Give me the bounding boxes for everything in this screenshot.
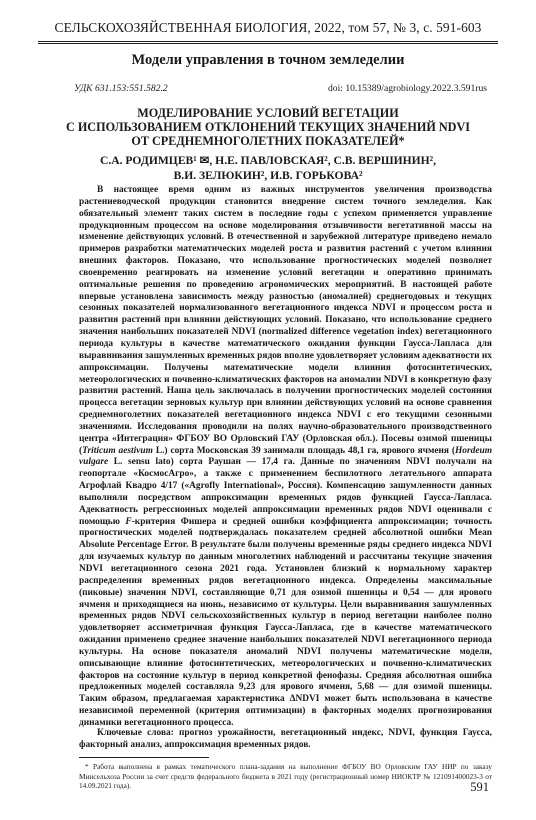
- abstract-text: L. sensu lato) сорта Раушан — 17,4 га. Данные по значениям NDVI получали на геопортале «КосмосАгро», а также с применением беспилотного летательного аппарата Агрофлай Квадро 4/17 («Agrofly International», Россия). Компенсацию зашумленности данных выполняли посредством аппроксимации временных рядов функцией Гаусса-Лапласа. Адекватность регрессионных моделей аппроксимации временных рядов NDVI оценивали с помощью: [79, 457, 492, 527]
- authors: [60, 154, 476, 183]
- title-line: МОДЕЛИРОВАНИЕ УСЛОВИЙ ВЕГЕТАЦИИ: [137, 106, 399, 120]
- footnote: * Работа выполнена в рамках тематического плана-задания на выполнение ФГБОУ ВО Орловским ГАУ НИР по заказу Минсельхоза России за счет средств федерального бюджета в 2021 году (регистрационный номер НИОКТР № 121091400023-3 от 14.09.2021 года).: [79, 762, 492, 791]
- abstract-text: -критерия Фишера и средней ошибки коэффициента аппроксимации; точность прогностических моделей подтверждалась показателем средней абсолютной ошибки Mean Absolute Percentage Error. В результате были получены временные ряды среднего индекса NDVI для изучаемых культур по данным многолетних наблюдений и рассчитаны текущие значения NDVI вегетационного сезона 2021 года. Установлен близкий к нормальному характер распределения временных рядов вегетационного индекса. Определены максимальные (пиковые) значения NDVI, составляющие 0,71 для озимой пшеницы и 0,54 — для ярового ячменя и приходящиеся на июнь, независимо от культуры. Цели выравнивания зашумленных временных рядов NDVI сельскохозяйственных культур в период вегетации наиболее полно удовлетворяет ассиметричная функция Гаусса-Лапласа, где в качестве математического ожидания применено среднее значение наибольших показателей NDVI вегетационного периода культуры. На основе показателя аномалий NDVI получены математические модели, описывающие влияние фотосинтетических, метеорологических и почвенно-климатических факторов на состояние культур в период конкретной фенофазы. Средняя абсолютная ошибка предложенных моделей составляла 9,23 для ярового ячменя, 5,68 — для озимой пшеницы. Таким образом, предлагаемая характеристика ΔNDVI может быть использована в качестве независимой переменной (критерия оптимизации) в факторных моделях прогнозирования динамики вегетационного процесса.: [79, 516, 492, 728]
- abstract-text: В настоящее время одним из важных инструментов увеличения производства растениеводческой продукции становится внедрение систем точного земледелия. Как обязательный элемент таких систем в последние годы с успехом применяется управление продукционным процессом на основе моделирования отзывчивости вегетативной массы на изменение действующих условий. В отечественной и зарубежной литературе приведено немало примеров разработки математических моделей роста и развития растений с учетом влияния внешних факторов. Показано, что использование прогностических моделей позволяет своевременно реагировать на изменение условий вегетации и оперативно принимать оптимальные решения по проведению агрономических мероприятий. В настоящей работе впервые установлена зависимость между разностью (аномалией) среднегодовых и текущих сезонных показателей нормализованного вегетационного индекса NDVI и процессом роста и развития растений при влиянии действующих условий. Показано, что использование среднего значения наибольших показателей NDVI (normalized difference vegetation index) вегетационного периода культуры в качестве математического ожидания функции Гаусса-Лапласа для выравнивания зашумленных временных рядов вполне удовлетворяет условиям адекватности их аппроксимации. Получены математические модели влияния фотосинтетических, метеорологических и почвенно-климатических факторов на аномалии NDVI в конкретную фазу развития растений. Наша цель заключалась в получении прогностических моделей состояния процесса вегетации зерновых культур при влиянии действующих условий на основе сравнения среднемноголетних показателей вегетационного индекса NDVI с его текущими сезонными значениями. Исследования проводили на полях научно-образовательного производственного центра «Интеграция» ФГБОУ ВО Орловский ГАУ (Орловская обл.). Посевы озимой пшеницы (: [79, 185, 492, 456]
- article-title: [60, 106, 476, 149]
- udk-code: УДК 631.153:551.582.2: [74, 83, 168, 94]
- footnote-rule: [79, 757, 209, 758]
- header-rule-top: [38, 41, 498, 42]
- f-criterion: F: [125, 516, 132, 527]
- section-title: Модели управления в точном земледелии: [131, 52, 405, 68]
- abstract-text: L.) сорта Московская 39 занимали площадь 48,1 га, ярового ячменя (: [152, 445, 456, 456]
- authors-line: В.И. ЗЕЛЮКИН², И.В. ГОРЬКОВА²: [173, 168, 363, 182]
- title-line: ОТ СРЕДНЕМНОГОЛЕТНИХ ПОКАЗАТЕЛЕЙ*: [131, 134, 405, 149]
- species-name: Triticum aestivum: [82, 445, 153, 456]
- doi: doi: 10.15389/agrobiology.2022.3.591rus: [328, 83, 487, 94]
- species-name: Hordeum vulgare: [79, 445, 492, 468]
- page-number: 591: [470, 780, 489, 794]
- running-head: СЕЛЬСКОХОЗЯЙСТВЕННАЯ БИОЛОГИЯ, 2022, том 57, № 3, с. 591-603: [54, 20, 482, 35]
- header-rule-bottom: [38, 43, 498, 44]
- abstract: [79, 185, 492, 730]
- authors-line: С.А. РОДИМЦЕВ¹ ✉, Н.Е. ПАВЛОВСКАЯ², С.В. ВЕРШИНИН²,: [99, 154, 437, 167]
- title-line: С ИСПОЛЬЗОВАНИЕМ ОТКЛОНЕНИЙ ТЕКУЩИХ ЗНАЧЕНИЙ NDVI: [65, 120, 471, 135]
- keywords: Ключевые слова: прогноз урожайности, вегетационный индекс, NDVI, функция Гаусса, факторный анализ, аппроксимация временных рядов.: [79, 728, 492, 750]
